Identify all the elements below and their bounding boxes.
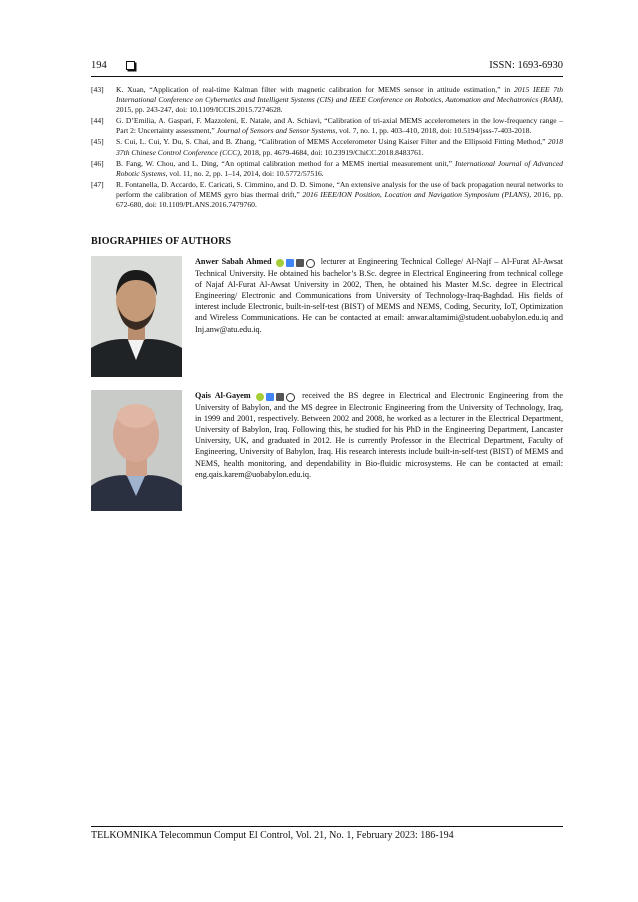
page-footer: TELKOMNIKA Telecommun Comput El Control, Vol. 21, No. 1, February 2023: 186-194 <box>91 830 454 841</box>
reference-text: B. Fang, W. Chou, and L. Ding, “An optimal calibration method for a MEMS inertial measurement unit,” International Journal of Advanced Robotic Systems, vol. 11, no. 2, pp. 1–14, 2014, doi: 10.5772/57516. <box>116 158 563 178</box>
orcid-icon[interactable] <box>276 259 284 267</box>
web-of-science-icon[interactable] <box>306 259 315 268</box>
footer-rule <box>91 826 563 827</box>
header-rule <box>91 76 563 77</box>
reference-item <box>91 85 563 115</box>
reference-text: G. D’Emilia, A. Gaspari, F. Mazzoleni, E. Natale, and A. Schiavi, “Calibration of tri-axial MEMS accelerometers in the low-frequency range – Part 2: Uncertainty assessment,” Journal of Sensors and Sensor Systems, vol. 7, no. 1, pp. 403–410, 2018, doi: 10.5194/jsss-7-403-2018. <box>116 116 563 136</box>
profile-badges <box>276 257 317 268</box>
scopus-icon[interactable] <box>296 259 304 267</box>
scopus-icon[interactable] <box>276 393 284 401</box>
reference-number: [45] <box>91 137 104 147</box>
reference-text: S. Cui, L. Cui, Y. Du, S. Chai, and B. Zhang, “Calibration of MEMS Accelerometer Using Kaiser Filter and the Ellipsoid Fitting Method,” 2018 37th Chinese Control Conference (CCC), 2018, pp. 4679-4684, doi: 10.23919/ChiCC.2018.8483761. <box>116 137 563 157</box>
issn: ISSN: 1693-6930 <box>489 60 563 71</box>
reference-item <box>91 116 563 136</box>
bio-description: lecturer at Engineering Technical College/ Al-Najf – Al-Furat Al-Awsat Technical University. He obtained his bachelor’s B.Sc. degree in Electrical Engineering from technical college of Najaf Al-Furat Al-Awsat University in 2002, Then, he obtained his Master M.Sc. degree in Electrical Engineering/ Electronic and Communications from University of Technology-Iraq-Baghdad. His fields of interest include Electronic, built-in-self-test (BIST) of MEMS and NEMS, Coding, Security, IoT, Optimization and Wireless Communications. He can be contacted at email: anwar.altamimi@student.uobabylon.edu.iq and Inj.anw@atu.edu.iq. <box>195 257 563 334</box>
reference-list <box>91 85 563 211</box>
google-scholar-icon[interactable] <box>266 393 274 401</box>
page-number: 194 <box>91 60 107 71</box>
reference-item <box>91 159 563 179</box>
reference-number: [43] <box>91 85 104 94</box>
reference-number: [44] <box>91 116 104 126</box>
author-photo <box>91 390 182 511</box>
page-header <box>91 60 563 76</box>
biographies-heading: BIOGRAPHIES OF AUTHORS <box>91 236 232 247</box>
web-of-science-icon[interactable] <box>286 393 295 402</box>
author-name: Anwer Sabah Ahmed <box>195 257 272 266</box>
profile-badges <box>256 391 297 402</box>
reference-text: K. Xuan, “Application of real-time Kalman filter with magnetic calibration for MEMS sensor in attitude estimation,” in 2015 IEEE 7th International Conference on Cybernetics and Intelligent Systems (CIS) and IEEE Conference on Robotics, Automation and Mechatronics (RAM), 2015, pp. 243-247, doi: 10.1109/ICCIS.2015.7274628. <box>116 85 563 115</box>
reference-number: [46] <box>91 158 104 168</box>
reference-number: [47] <box>91 179 104 189</box>
bio-description: received the BS degree in Electrical and Electronic Engineering from the University of Babylon, and the MS degree in Electronic Engineering from the University of Technology, Iraq, in 1999 and 2001, respectively. Between 2002 and 2008, he worked as a lecturer in the Electrical Department, University of Babylon, Iraq. Following this, he studied for his PhD in the Engineering Department, Lancaster University, UK, and graduated in 2012. He is currently Professor in the Electrical Department, Faculty of Engineering, University of Babylon, Iraq. His research interests include built-in-self-test (BIST) of MEMS and NEMS, health monitoring, and dependability in Bio-fluidic microsystems. He can be contacted at email: eng.qais.karem@uobabylon.edu.iq. <box>195 391 564 479</box>
orcid-icon[interactable] <box>256 393 264 401</box>
reference-item <box>91 180 563 210</box>
square-bullet-icon <box>126 61 135 70</box>
reference-text: R. Fontanella, D. Accardo, E. Caricati, S. Cimmino, and D. D. Simone, “An extensive analysis for the use of back propagation neural networks to perform the calibration of MEMS gyro bias thermal drift,” 2016 IEEE/ION Position, Location and Navigation Symposium (PLANS), 2016, pp. 672-680, doi: 10.1109/PLANS.2016.7479760. <box>116 179 563 210</box>
author-photo <box>91 256 182 377</box>
bio-text <box>195 390 563 480</box>
author-name: Qais Al-Gayem <box>195 391 251 400</box>
bio-text <box>195 256 563 335</box>
reference-item <box>91 137 563 157</box>
google-scholar-icon[interactable] <box>286 259 294 267</box>
